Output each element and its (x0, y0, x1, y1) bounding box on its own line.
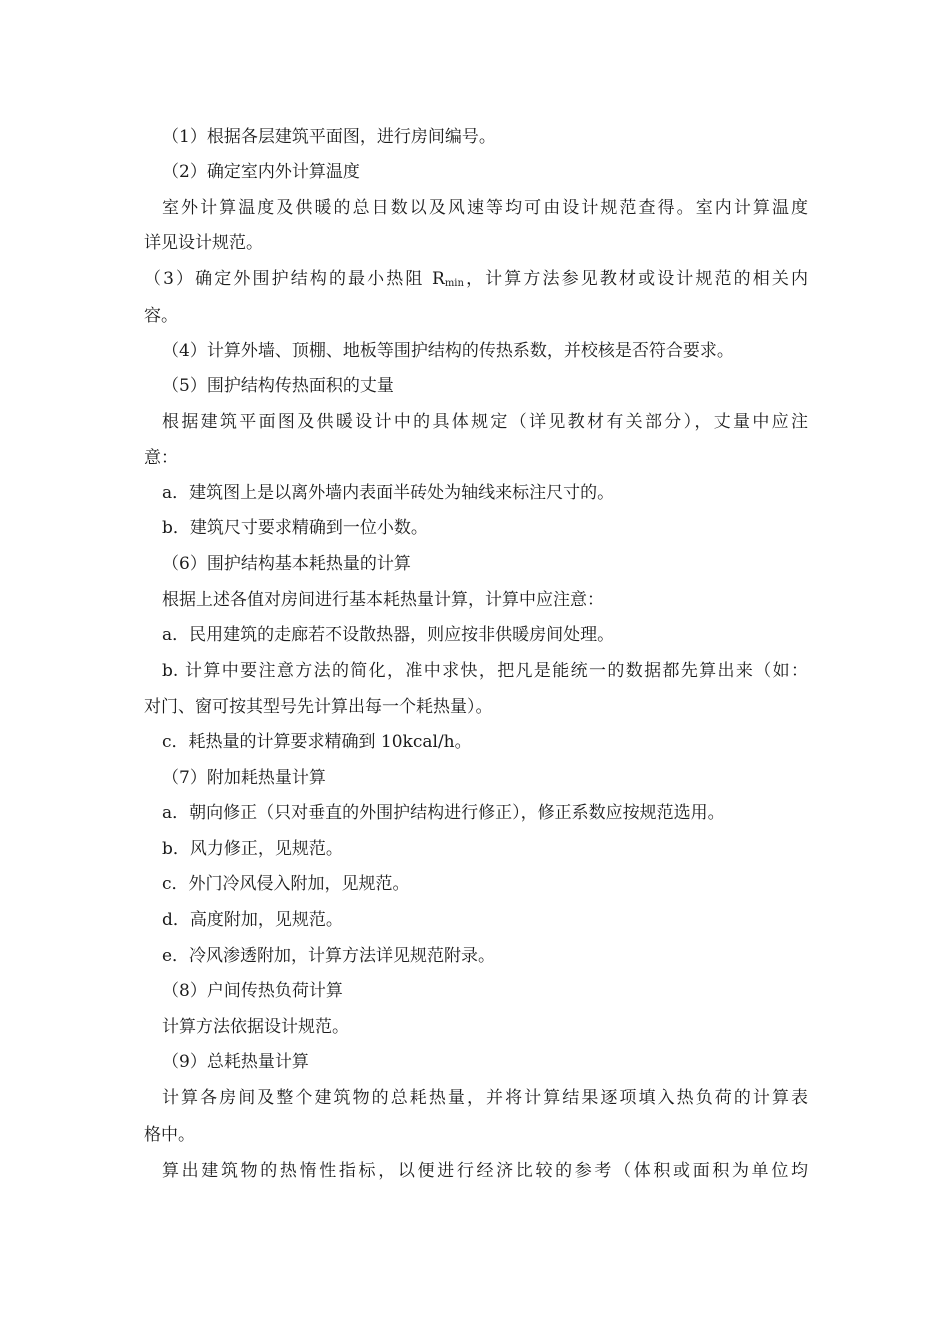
text-part: （3）确定外围护结构的最小热阻 R (144, 269, 445, 289)
paragraph-line (144, 268, 808, 290)
paragraph-line: （8）户间传热负荷计算 (162, 981, 343, 1001)
text-part: ，计算方法参见教材或设计规范的相关内 (463, 269, 808, 289)
paragraph-line: a．建筑图上是以离外墙内表面半砖处为轴线来标注尺寸的。 (162, 483, 615, 503)
paragraph-line: （2）确定室内外计算温度 (162, 162, 360, 182)
paragraph-line: 详见设计规范。 (144, 233, 263, 253)
paragraph-line: （1）根据各层建筑平面图，进行房间编号。 (162, 127, 496, 147)
paragraph-line: （9）总耗热量计算 (162, 1052, 309, 1072)
paragraph-line: （7）附加耗热量计算 (162, 768, 326, 788)
paragraph-line: b．建筑尺寸要求精确到一位小数。 (162, 518, 428, 538)
paragraph-line: （4）计算外墙、顶棚、地板等围护结构的传热系数，并校核是否符合要求。 (162, 341, 734, 361)
paragraph-line: b．风力修正，见规范。 (162, 839, 343, 859)
paragraph-line: 根据建筑平面图及供暖设计中的具体规定（详见教材有关部分），丈量中应注 (162, 412, 808, 432)
paragraph-line: 计算各房间及整个建筑物的总耗热量，并将计算结果逐项填入热负荷的计算表 (162, 1088, 808, 1108)
paragraph-line: a．朝向修正（只对垂直的外围护结构进行修正），修正系数应按规范选用。 (162, 803, 725, 823)
paragraph-line: 格中。 (144, 1125, 195, 1145)
paragraph-line: 计算方法依据设计规范。 (162, 1017, 349, 1037)
paragraph-line: 室外计算温度及供暖的总日数以及风速等均可由设计规范查得。室内计算温度 (162, 198, 808, 218)
paragraph-line: 根据上述各值对房间进行基本耗热量计算，计算中应注意： (162, 590, 604, 610)
paragraph-line: （5）围护结构传热面积的丈量 (162, 376, 394, 396)
paragraph-line: 意： (144, 448, 178, 468)
paragraph-line: c．耗热量的计算要求精确到 10kcal/h。 (162, 732, 472, 752)
subscript: min (444, 278, 464, 289)
paragraph-line: 容。 (144, 306, 178, 326)
paragraph-line: 对门、窗可按其型号先计算出每一个耗热量）。 (144, 697, 493, 717)
paragraph-line: （6）围护结构基本耗热量的计算 (162, 554, 411, 574)
paragraph-line: 算出建筑物的热惰性指标，以便进行经济比较的参考（体积或面积为单位均 (162, 1161, 808, 1181)
paragraph-line: c．外门冷风侵入附加，见规范。 (162, 874, 410, 894)
paragraph-line: e．冷风渗透附加，计算方法详见规范附录。 (162, 946, 496, 966)
paragraph-line: a．民用建筑的走廊若不设散热器，则应按非供暖房间处理。 (162, 625, 615, 645)
paragraph-line: d．高度附加，见规范。 (162, 910, 343, 930)
paragraph-line: b. 计算中要注意方法的简化，准中求快，把凡是能统一的数据都先算出来（如： (162, 661, 808, 681)
